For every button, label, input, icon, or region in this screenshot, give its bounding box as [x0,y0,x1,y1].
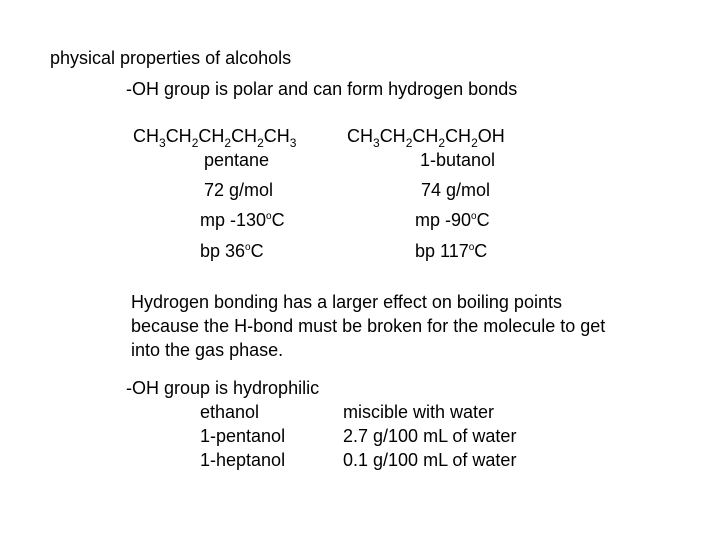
pentane-formula: $CH_3CH_2CH_2CH_2CH_3$ [133,126,297,150]
polar-note: -OH group is polar and can form hydrogen bonds [126,79,518,99]
butanol-molar-mass: 74 g/mol [421,180,491,200]
solubility-row-heptanol-alcohol: 1-heptanol [200,450,286,470]
butanol-boiling-point: bp 117$^o$C [415,241,488,261]
heading: physical properties of alcohols [50,48,292,68]
solubility-row-ethanol-value: miscible with water [343,402,495,422]
pentane-melting-point: mp -130$^o$C [200,210,285,230]
hydrophilic-note: -OH group is hydrophilic [126,378,320,398]
butanol-name: 1-butanol [420,150,496,170]
solubility-row-ethanol-alcohol: ethanol [200,402,260,422]
hydrogen-bonding-paragraph: Hydrogen bonding has a larger effect on boiling points because the H-bond must be broken for the molecule to get into the gas phase. [131,292,606,360]
butanol-melting-point: mp -90$^o$C [415,210,490,230]
solubility-row-pentanol-alcohol: 1-pentanol [200,426,286,446]
pentane-boiling-point: bp 36$^o$C [200,241,264,261]
butanol-formula: $CH_3CH_2CH_2CH_2OH$ [347,126,505,150]
pentane-name: pentane [204,150,270,170]
solubility-row-heptanol-value: 0.1 g/100 mL of water [343,450,517,470]
solubility-row-pentanol-value: 2.7 g/100 mL of water [343,426,517,446]
pentane-molar-mass: 72 g/mol [204,180,274,200]
